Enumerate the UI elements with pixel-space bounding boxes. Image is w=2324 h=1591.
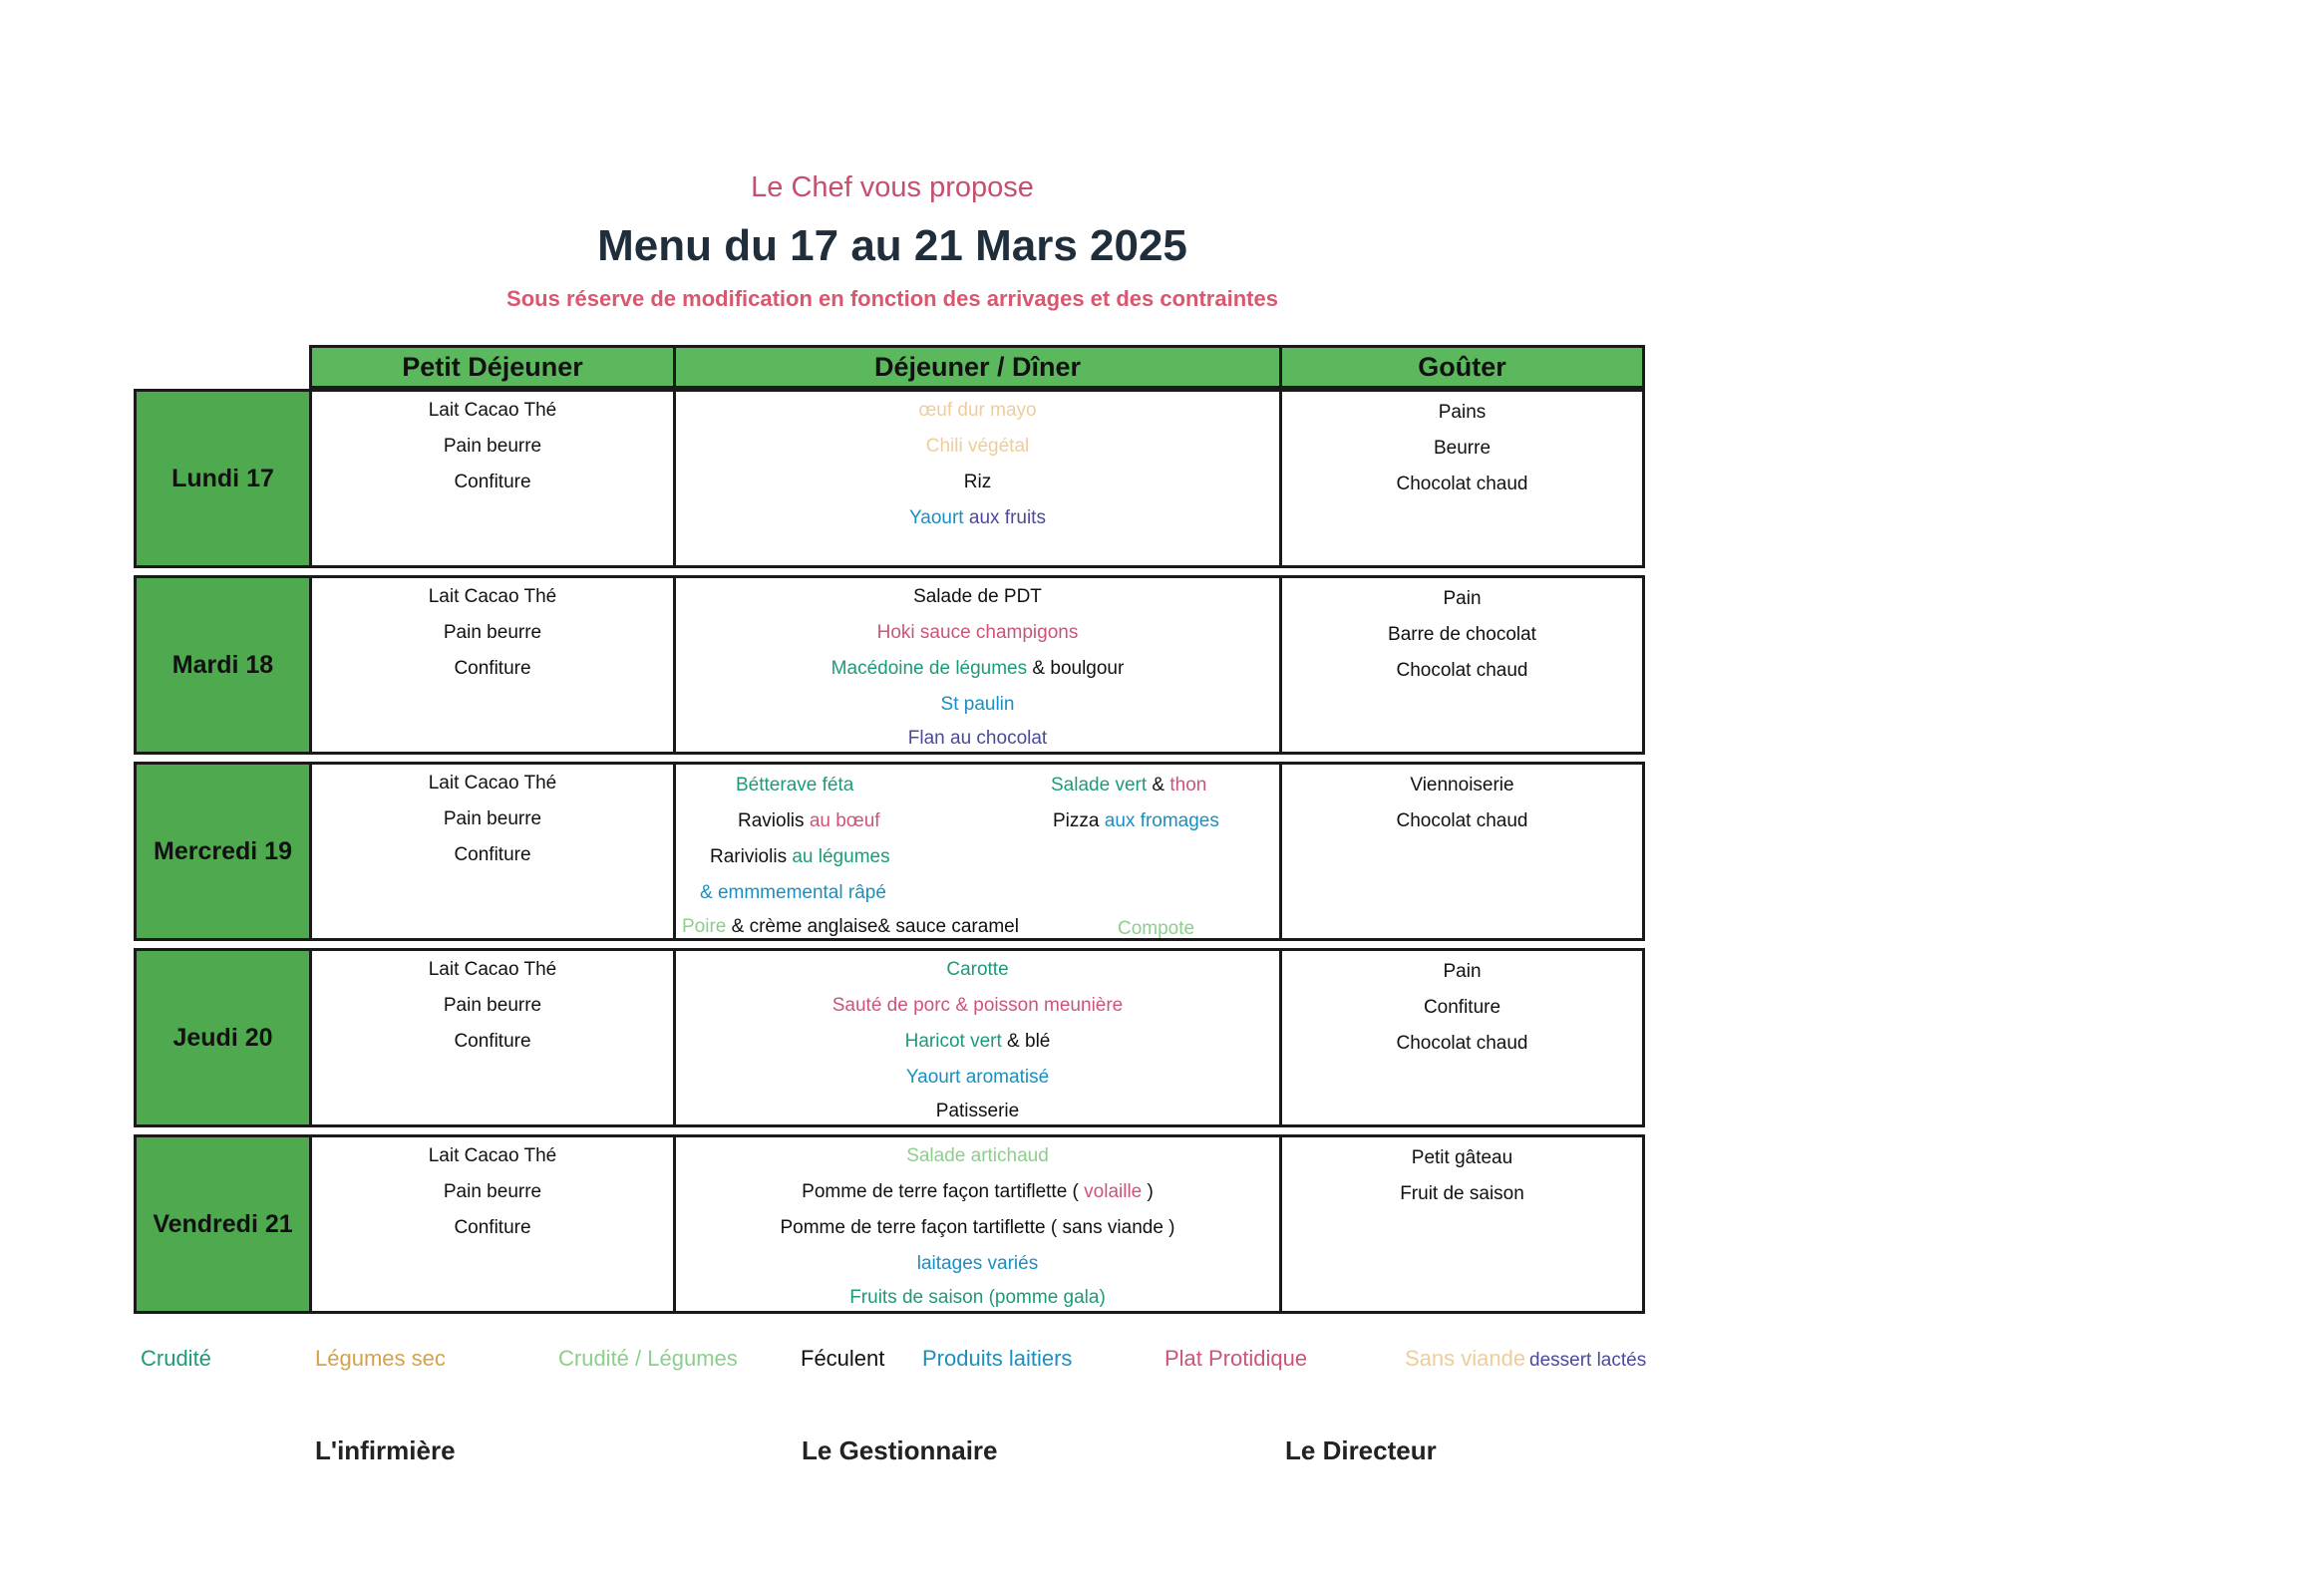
menu-item: Confiture <box>454 658 531 679</box>
menu-item: Petit gâteau <box>1411 1147 1513 1168</box>
menu-item: Confiture <box>454 1031 531 1052</box>
breakfast-cell <box>312 765 676 938</box>
menu-item-part: Macédoine de légumes <box>830 658 1028 679</box>
menu-item: Pain beurre <box>443 808 542 829</box>
menu-item <box>676 658 1279 680</box>
menu-item: Lait Cacao Thé <box>428 1145 557 1166</box>
legend-feculent: Féculent <box>801 1346 885 1371</box>
menu-item: Chocolat chaud <box>1396 1033 1528 1054</box>
menu-item: Riz <box>963 472 992 492</box>
day-label: Vendredi 21 <box>137 1137 312 1311</box>
column-header-breakfast: Petit Déjeuner <box>309 345 676 389</box>
day-label: Mardi 18 <box>137 578 312 752</box>
menu-item: Sauté de porc & poisson meunière <box>831 995 1124 1016</box>
day-row-thursday <box>134 948 1645 1127</box>
menu-item: Beurre <box>1433 438 1492 459</box>
menu-item <box>710 846 890 868</box>
menu-item-part: Pizza <box>1053 810 1105 831</box>
menu-item: Confiture <box>454 1217 531 1238</box>
menu-item-part: Salade vert <box>1051 775 1148 796</box>
menu-item <box>1051 775 1206 796</box>
menu-item-part: & boulgour <box>1027 658 1125 679</box>
menu-item-part: aux fruits <box>968 507 1046 528</box>
menu-item: Fruit de saison <box>1400 1183 1524 1204</box>
menu-item-part: Rariviolis <box>710 846 793 867</box>
menu-item: Fruits de saison (pomme gala) <box>849 1287 1106 1308</box>
legend-plat-protidique: Plat Protidique <box>1164 1346 1308 1371</box>
menu-item: Pains <box>1438 402 1487 423</box>
breakfast-cell <box>312 1137 676 1311</box>
menu-item: Bétterave féta <box>736 775 854 796</box>
menu-item: Confiture <box>1423 997 1501 1018</box>
menu-item-part: & <box>1147 775 1170 796</box>
column-header-snack: Goûter <box>1279 345 1645 389</box>
menu-item: Salade de PDT <box>913 586 1042 607</box>
menu-item-part: & blé <box>1001 1031 1051 1052</box>
menu-item <box>676 1181 1279 1203</box>
notice-text: Sous réserve de modification en fonction des arrivages et des contraintes <box>506 286 1278 311</box>
day-label: Jeudi 20 <box>137 951 312 1124</box>
legend-sans-viande: Sans viande <box>1405 1346 1526 1371</box>
snack-cell <box>1282 392 1642 565</box>
legend-produits-laitiers: Produits laitiers <box>922 1346 1073 1371</box>
legend-crudite: Crudité <box>141 1346 211 1371</box>
menu-item: œuf dur mayo <box>918 400 1037 421</box>
menu-item: Confiture <box>454 844 531 865</box>
menu-item: Lait Cacao Thé <box>428 959 557 980</box>
lunch-cell <box>676 578 1282 752</box>
menu-item-part: Pomme de terre façon tartiflette ( <box>802 1181 1085 1202</box>
day-row-tuesday <box>134 575 1645 755</box>
snack-cell <box>1282 951 1642 1124</box>
menu-item: Yaourt aromatisé <box>905 1067 1050 1088</box>
menu-item: Viennoiserie <box>1410 775 1514 796</box>
menu-item: Confiture <box>454 472 531 492</box>
menu-item-part: ) <box>1142 1181 1154 1202</box>
menu-item: Chocolat chaud <box>1396 474 1528 494</box>
lunch-cell <box>676 951 1282 1124</box>
menu-item-part: & crème anglaise& sauce caramel <box>726 916 1019 937</box>
menu-item-part: au bœuf <box>809 810 880 831</box>
legend-legumes-sec: Légumes sec <box>315 1346 446 1371</box>
menu-item: Carotte <box>946 959 1009 980</box>
breakfast-cell <box>312 392 676 565</box>
column-header-lunch: Déjeuner / Dîner <box>673 345 1282 389</box>
menu-item-part: aux fromages <box>1104 810 1219 831</box>
day-row-monday <box>134 389 1645 568</box>
menu-item: laitages variés <box>916 1253 1039 1274</box>
signature-manager: Le Gestionnaire <box>802 1435 998 1465</box>
menu-item: Pomme de terre façon tartiflette ( sans viande ) <box>780 1217 1175 1238</box>
day-row-friday <box>134 1134 1645 1314</box>
menu-item: Compote <box>1118 918 1195 939</box>
signature-nurse: L'infirmière <box>315 1435 456 1465</box>
menu-item: Chili végétal <box>925 436 1030 457</box>
menu-item: Chocolat chaud <box>1396 810 1528 831</box>
menu-item <box>676 1031 1279 1053</box>
menu-item: Pain beurre <box>443 622 542 643</box>
page-title: Menu du 17 au 21 Mars 2025 <box>597 221 1187 270</box>
breakfast-cell <box>312 578 676 752</box>
menu-item: Lait Cacao Thé <box>428 400 557 421</box>
lunch-cell <box>676 392 1282 565</box>
menu-item: Pain beurre <box>443 995 542 1016</box>
snack-cell <box>1282 578 1642 752</box>
lunch-cell <box>676 1137 1282 1311</box>
menu-item: Pain beurre <box>443 1181 542 1202</box>
menu-item: Flan au chocolat <box>907 728 1048 749</box>
menu-item: & emmmemental râpé <box>700 882 886 903</box>
menu-item: Pain <box>1443 588 1482 609</box>
menu-item <box>1053 810 1219 832</box>
menu-item: Lait Cacao Thé <box>428 586 557 607</box>
signature-director: Le Directeur <box>1285 1435 1437 1465</box>
menu-item: Patisserie <box>935 1101 1020 1121</box>
page-subtitle: Le Chef vous propose <box>751 171 1034 203</box>
menu-item: St paulin <box>940 694 1015 715</box>
snack-cell <box>1282 1137 1642 1311</box>
menu-item-part: au légumes <box>792 846 890 867</box>
menu-item <box>682 916 1019 938</box>
menu-item: Hoki sauce champigons <box>876 622 1079 643</box>
breakfast-cell <box>312 951 676 1124</box>
legend-dessert-lactes: dessert lactés <box>1529 1350 1647 1371</box>
snack-cell <box>1282 765 1642 938</box>
menu-item-part: Haricot vert <box>904 1031 1002 1052</box>
menu-item: Pain <box>1443 961 1482 982</box>
menu-item: Barre de chocolat <box>1388 624 1536 645</box>
menu-item <box>738 810 880 832</box>
day-label: Mercredi 19 <box>137 765 312 938</box>
menu-item: Chocolat chaud <box>1396 660 1528 681</box>
day-label: Lundi 17 <box>137 392 312 565</box>
menu-item-part: Poire <box>682 916 727 937</box>
menu-item <box>676 507 1279 529</box>
day-row-wednesday <box>134 762 1645 941</box>
legend-crudite-legumes: Crudité / Légumes <box>558 1346 738 1371</box>
menu-item-part: thon <box>1169 775 1207 796</box>
menu-item-part: Raviolis <box>738 810 810 831</box>
menu-item: Lait Cacao Thé <box>428 773 557 794</box>
lunch-cell <box>676 765 1282 938</box>
menu-item: Salade artichaud <box>906 1145 1049 1166</box>
menu-item-part: Yaourt <box>909 507 969 528</box>
menu-item: Pain beurre <box>443 436 542 457</box>
menu-item-part: volaille <box>1084 1181 1143 1202</box>
